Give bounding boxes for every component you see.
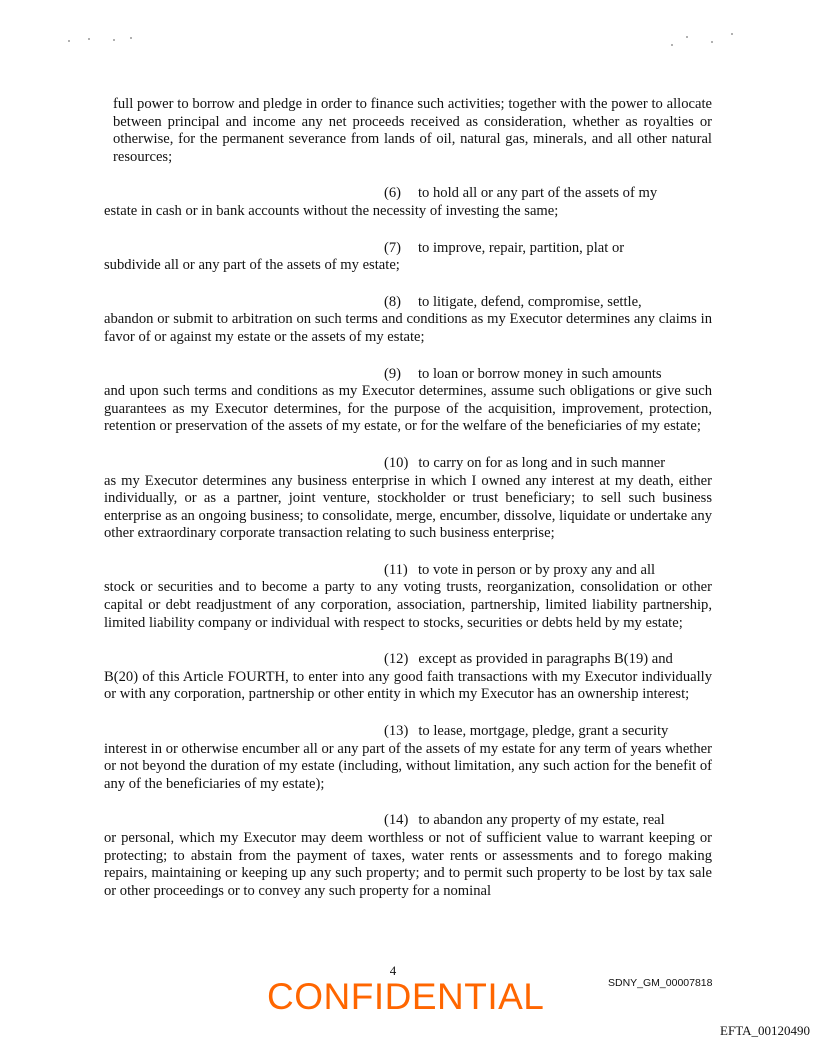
paragraph-lead-text: to lease, mortgage, pledge, grant a security [418,723,669,740]
paragraph-lead-text: except as provided in paragraphs B(19) and [418,651,673,668]
paragraph-lead [104,185,712,203]
paragraph-9 [104,366,712,436]
bates-number: SDNY_GM_00007818 [608,977,713,989]
paragraph-number: (9) [384,365,402,382]
paragraph-7 [104,240,712,275]
paragraph-number: (12) [384,651,409,668]
paragraph-13 [104,723,712,793]
paragraph-lead-text: to litigate, defend, compromise, settle, [418,293,642,310]
paragraph-number: (6) [384,185,402,202]
efta-number: EFTA_00120490 [720,1023,810,1038]
paragraph-lead [104,723,712,741]
paragraph-body: abandon or submit to arbitration on such terms and conditions as my Executor determines any claims in favor of or against my estate or the assets of my estate; [104,311,712,345]
paragraph-lead-text: to hold all or any part of the assets of my [418,185,658,202]
paragraph-lead-text: to loan or borrow money in such amounts [418,365,662,382]
paragraph-number: (11) [384,561,408,578]
confidential-stamp: CONFIDENTIAL [267,976,545,1017]
paragraph-body: and upon such terms and conditions as my Executor determines, assume such obligations or give such guarantees as my Executor determines, for the purpose of the acquisition, improvement, protection, retention or preservation of the assets of my estate, or for the welfare of the beneficiaries of my estate; [104,383,712,435]
paragraph-body: as my Executor determines any business enterprise in which I owned any interest at my death, either individually, or as a partner, joint venture, stockholder or trust beneficiary; to sell such business enterprise as an ongoing business; to consolidate, merge, encumber, dissolve, liquidate or undertake any other extraordinary corporate transaction relating to such business enterprise; [104,472,712,542]
paragraph-number: (10) [384,454,409,471]
paragraph-lead [104,240,712,258]
paragraph-body: B(20) of this Article FOURTH, to enter into any good faith transactions with my Executor individually or with any corporation, partnership or other entity in which my Executor has an ownership interest; [104,668,712,703]
paragraph-continuation [104,96,712,166]
paragraph-6 [104,185,712,220]
paragraph-number: (13) [384,723,409,740]
scan-speck [686,36,688,38]
paragraph-11 [104,562,712,632]
paragraph-body: estate in cash or in bank accounts without the necessity of investing the same; [104,202,559,219]
paragraph-body: or personal, which my Executor may deem worthless or not of sufficient value to warrant keeping or protecting; to abstain from the payment of taxes, water rents or assessments and to forego making repairs, maintaining or keeping up any such property; and to permit such property to be lost by tax sale or other proceedings or to convey any such property for a nominal [104,830,712,899]
paragraph-body: subdivide all or any part of the assets of my estate; [104,257,400,274]
paragraph-body: interest in or otherwise encumber all or any part of the assets of my estate for any term of years whether or not beyond the duration of my estate (including, without limitation, any such action for the benefit of any of the beneficiaries of my estate); [104,740,712,792]
paragraph-lead [104,812,712,830]
paragraph-12 [104,651,712,704]
scan-speck [130,37,132,39]
paragraph-number: (8) [384,293,402,310]
scan-speck [68,40,70,42]
paragraph-lead [104,562,712,580]
scan-speck [711,41,713,43]
document-body [104,96,712,919]
paragraph-lead-text: to improve, repair, partition, plat or [418,239,625,256]
paragraph-14 [104,812,712,900]
paragraph-body: stock or securities and to become a party to any voting trusts, reorganization, consolidation or other capital or debt readjustment of any corporation, association, partnership, limited liability partnership, limited liability company or individual with respect to stocks, securities or debts held by my estate; [104,579,712,631]
paragraph-lead [104,294,712,312]
scan-speck [731,33,733,35]
paragraph-lead-text: to abandon any property of my estate, real [418,812,665,829]
scan-speck [88,38,90,40]
paragraph-lead [104,366,712,384]
paragraph-8 [104,294,712,347]
paragraph-10 [104,455,712,543]
page-number: 4 [389,963,397,978]
paragraph-lead [104,651,712,669]
paragraph-number: (14) [384,812,409,829]
paragraph-number: (7) [384,239,402,256]
scan-speck [671,44,673,46]
paragraph-lead [104,455,712,473]
paragraph-lead-text: to carry on for as long and in such manner [418,454,666,471]
paragraph-lead-text: to vote in person or by proxy any and all [418,561,656,578]
scan-speck [113,39,115,41]
paragraph-body: full power to borrow and pledge in order to finance such activities; together with the power to allocate between principal and income any net proceeds received as consideration, whether as royalties or otherwise, for the permanent severance from lands of oil, natural gas, minerals, and all other natural resources; [113,96,712,165]
